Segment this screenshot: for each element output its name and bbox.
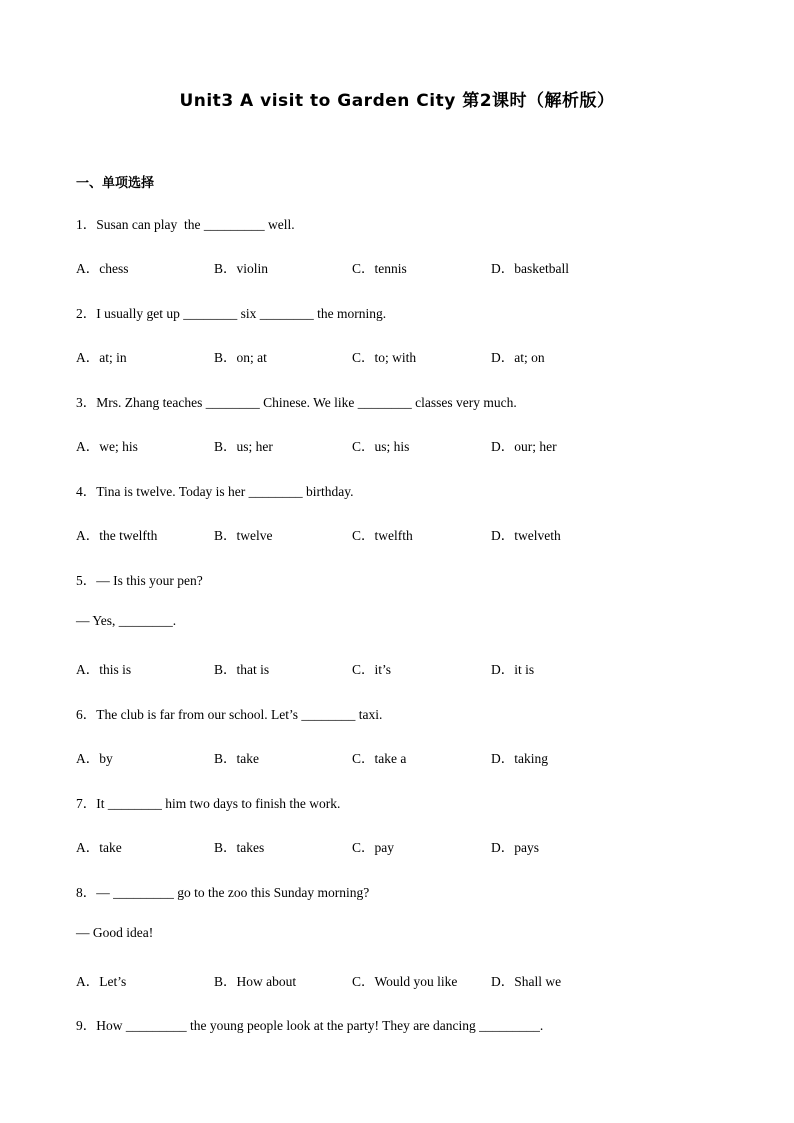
- question-7-option-a: A．take: [76, 840, 122, 855]
- question-2-stem: 2．I usually get up ________ six ________ the morning.: [76, 306, 387, 321]
- question-1-option-a: A．chess: [76, 261, 129, 276]
- question-4-stem: 4．Tina is twelve. Today is her ________ birthday.: [76, 484, 354, 499]
- question-4-option-b: B．twelve: [214, 528, 273, 543]
- question-9-stem: 9．How _________ the young people look at the party! They are dancing _________.: [76, 1018, 544, 1033]
- question-8-option-b: B．How about: [214, 974, 297, 989]
- question-6-option-d: D．taking: [491, 751, 548, 766]
- question-1-option-c: C．tennis: [352, 261, 407, 276]
- question-2-option-b: B．on; at: [214, 350, 267, 365]
- section-heading: 一、单项选择: [76, 176, 155, 191]
- question-6-option-a: A．by: [76, 751, 113, 766]
- question-7-option-d: D．pays: [491, 840, 539, 855]
- question-5-option-c: C．it’s: [352, 662, 392, 677]
- question-3-option-d: D．our; her: [491, 439, 557, 454]
- question-7-option-c: C．pay: [352, 840, 394, 855]
- question-7-option-b: B．takes: [214, 840, 265, 855]
- question-1-option-d: D．basketball: [491, 261, 569, 276]
- document-title: Unit3 A visit to Garden City 第2课时（解析版）: [179, 91, 615, 111]
- question-6-stem: 6．The club is far from our school. Let’s ________ taxi.: [76, 707, 383, 722]
- question-5-stem: 5．— Is this your pen?: [76, 573, 203, 588]
- question-5-option-b: B．that is: [214, 662, 270, 677]
- question-6-option-c: C．take a: [352, 751, 407, 766]
- question-2-option-a: A．at; in: [76, 350, 127, 365]
- question-3-stem: 3．Mrs. Zhang teaches ________ Chinese. We like ________ classes very much.: [76, 395, 517, 410]
- question-8-stem: 8．— _________ go to the zoo this Sunday morning?: [76, 885, 370, 900]
- question-5-option-a: A．this is: [76, 662, 132, 677]
- question-1-option-b: B．violin: [214, 261, 269, 276]
- question-3-option-a: A．we; his: [76, 439, 138, 454]
- question-2-option-c: C．to; with: [352, 350, 417, 365]
- question-1-stem: 1．Susan can play the _________ well.: [76, 217, 295, 232]
- question-5-response: — Yes, ________.: [76, 613, 177, 628]
- question-4-option-c: C．twelfth: [352, 528, 413, 543]
- question-4-option-d: D．twelveth: [491, 528, 561, 543]
- question-3-option-c: C．us; his: [352, 439, 410, 454]
- question-8-response: — Good idea!: [76, 925, 154, 940]
- question-8-option-c: C．Would you like: [352, 974, 458, 989]
- question-8-option-a: A．Let’s: [76, 974, 127, 989]
- question-8-option-d: D．Shall we: [491, 974, 562, 989]
- question-6-option-b: B．take: [214, 751, 259, 766]
- question-3-option-b: B．us; her: [214, 439, 273, 454]
- question-2-option-d: D．at; on: [491, 350, 545, 365]
- question-4-option-a: A．the twelfth: [76, 528, 158, 543]
- question-5-option-d: D．it is: [491, 662, 535, 677]
- question-7-stem: 7．It ________ him two days to finish the work.: [76, 796, 341, 811]
